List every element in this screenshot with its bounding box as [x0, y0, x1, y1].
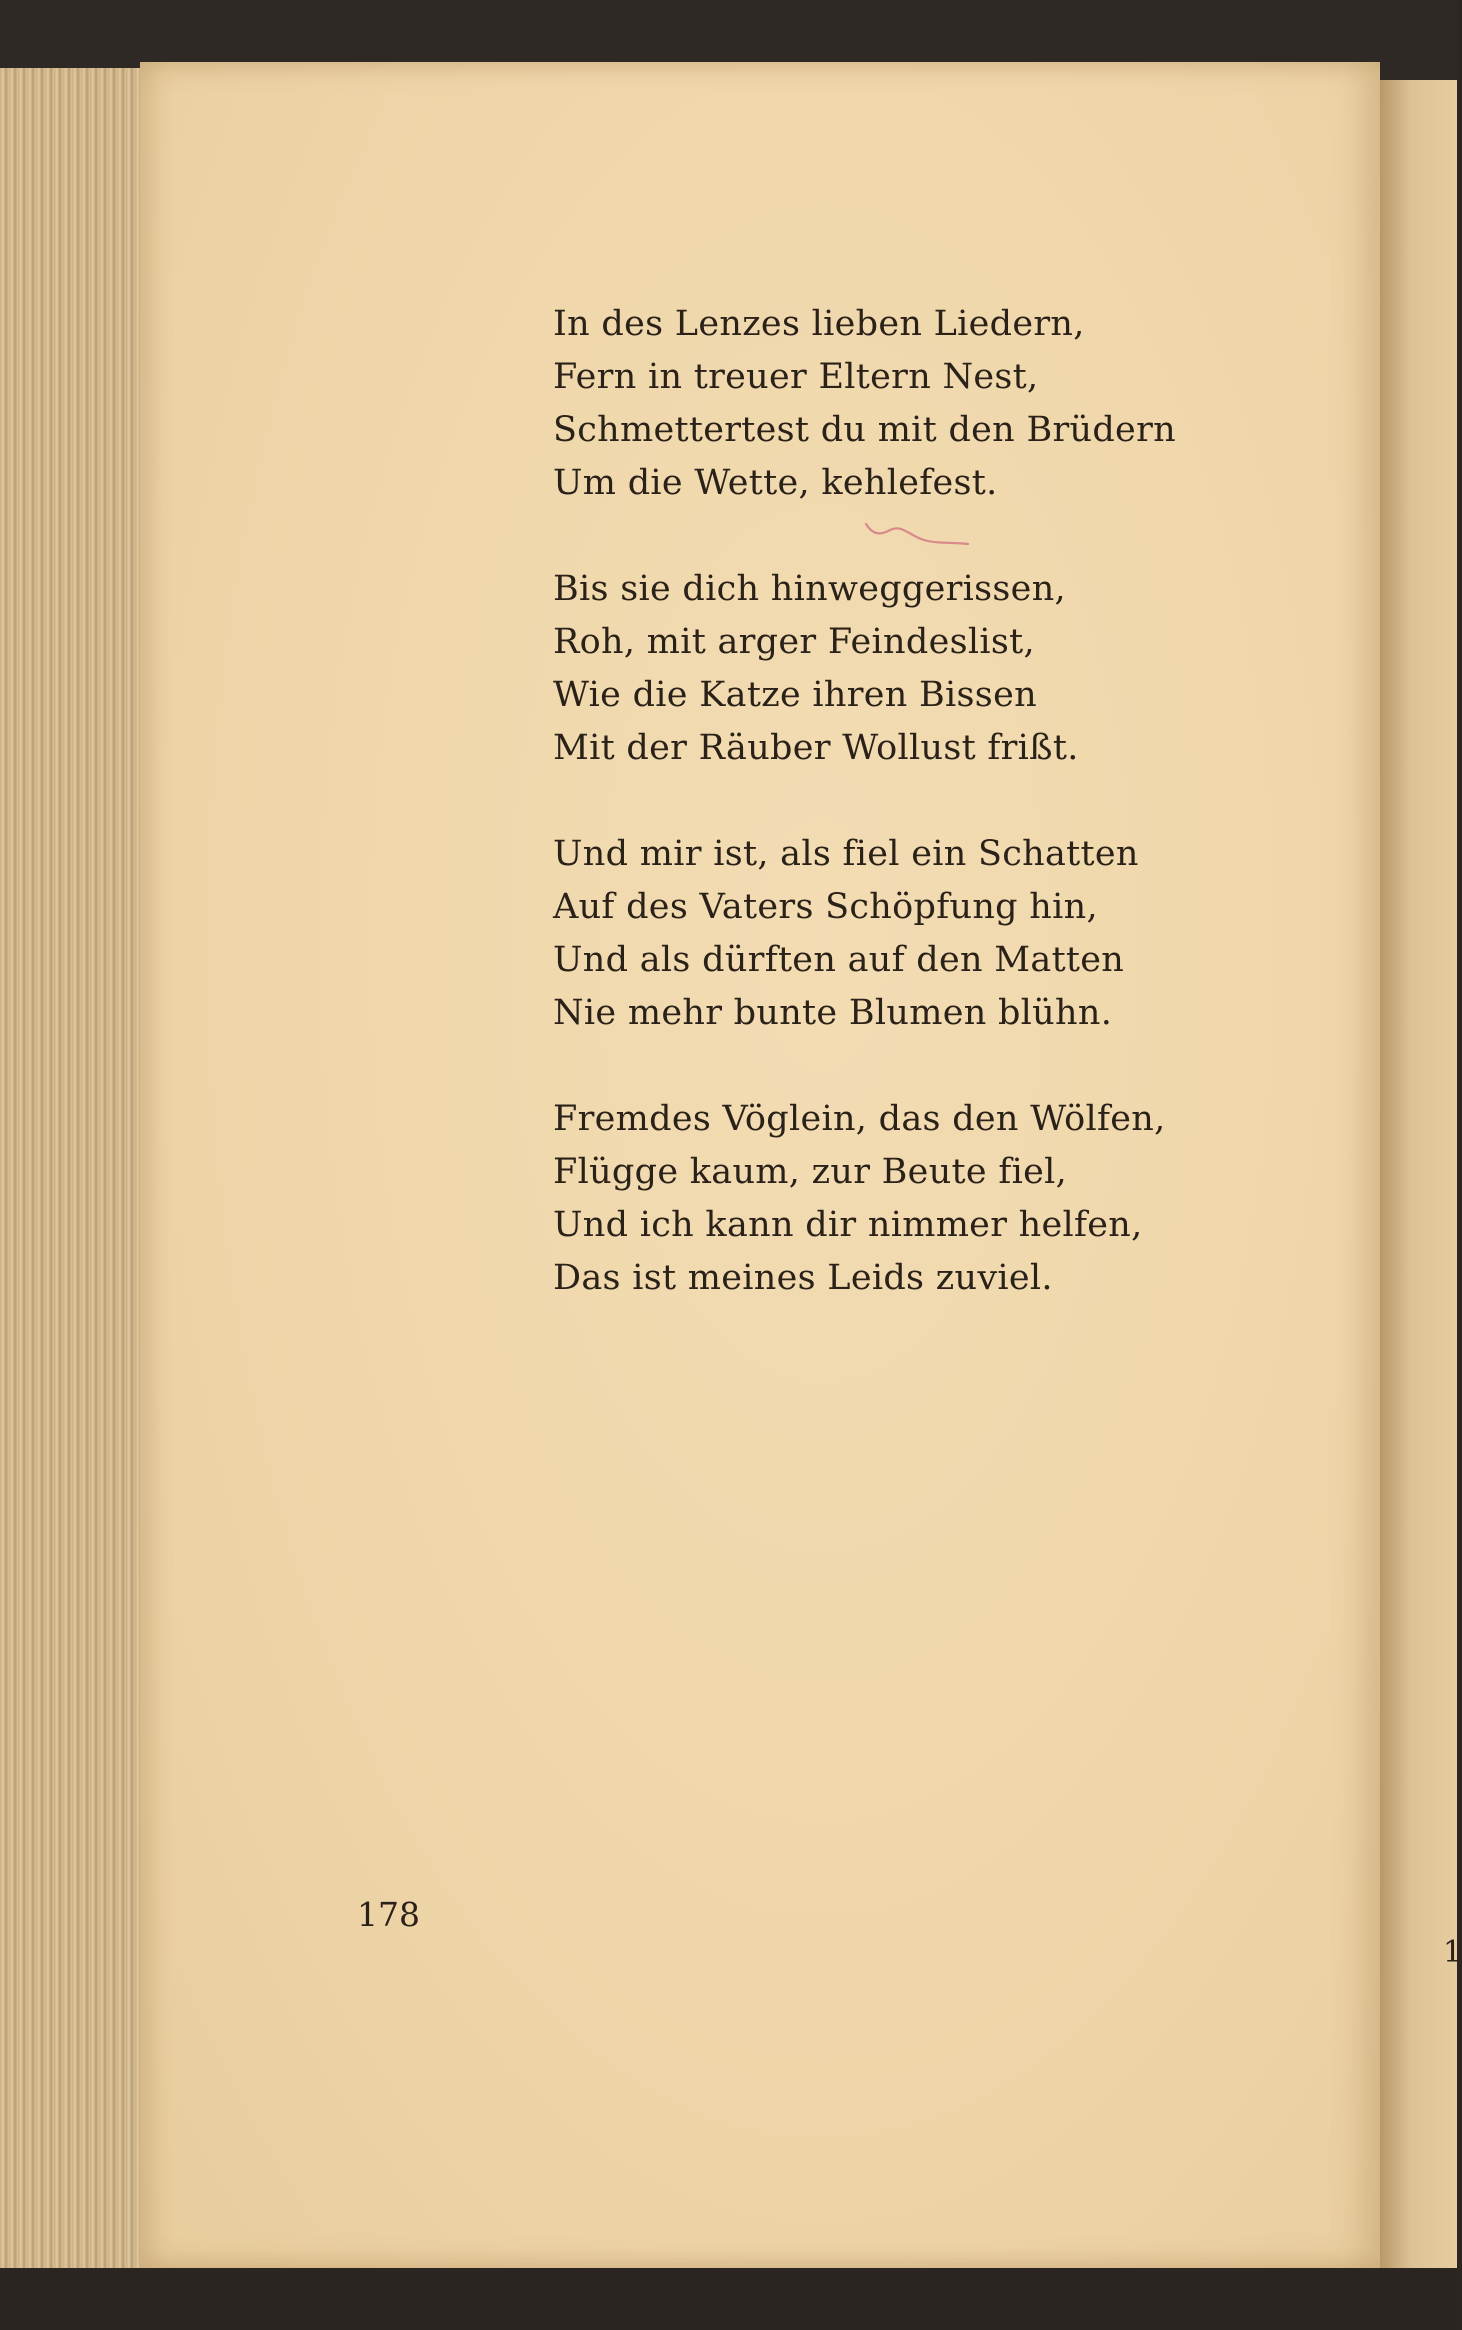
scan-background-bottom	[0, 2268, 1457, 2330]
poem-line: Und mir ist, als fiel ein Schatten	[553, 834, 1139, 874]
poem-line: Flügge kaum, zur Beute fiel,	[553, 1152, 1068, 1192]
facing-page-number: 1	[1443, 1935, 1462, 1970]
stanza-4	[553, 1093, 1233, 1305]
page-number: 178	[357, 1895, 420, 1934]
poem-line: Nie mehr bunte Blumen blühn.	[553, 993, 1113, 1033]
poem-line: Auf des Vaters Schöpfung hin,	[553, 887, 1098, 927]
poem-line: Um die Wette, kehlefest.	[553, 463, 998, 503]
poem	[553, 298, 1233, 1358]
stanza-3	[553, 828, 1233, 1040]
stanza-2	[553, 563, 1233, 775]
poem-line: Schmettertest du mit den Brüdern	[553, 410, 1176, 450]
poem-line: Mit der Räuber Wollust frißt.	[553, 728, 1079, 768]
poem-line: Das ist meines Leids zuviel.	[553, 1258, 1053, 1298]
poem-line: Und ich kann dir nimmer helfen,	[553, 1205, 1143, 1245]
stanza-1	[553, 298, 1233, 510]
poem-line: Wie die Katze ihren Bissen	[553, 675, 1037, 715]
poem-line: In des Lenzes lieben Liedern,	[553, 304, 1085, 344]
stacked-page-edges	[0, 68, 150, 2280]
poem-line: Fern in treuer Eltern Nest,	[553, 357, 1039, 397]
poem-line: Fremdes Vöglein, das den Wölfen,	[553, 1099, 1166, 1139]
poem-line: Roh, mit arger Feindeslist,	[553, 622, 1035, 662]
poem-line: Bis sie dich hinweggerissen,	[553, 569, 1066, 609]
poem-line: Und als dürften auf den Matten	[553, 940, 1125, 980]
